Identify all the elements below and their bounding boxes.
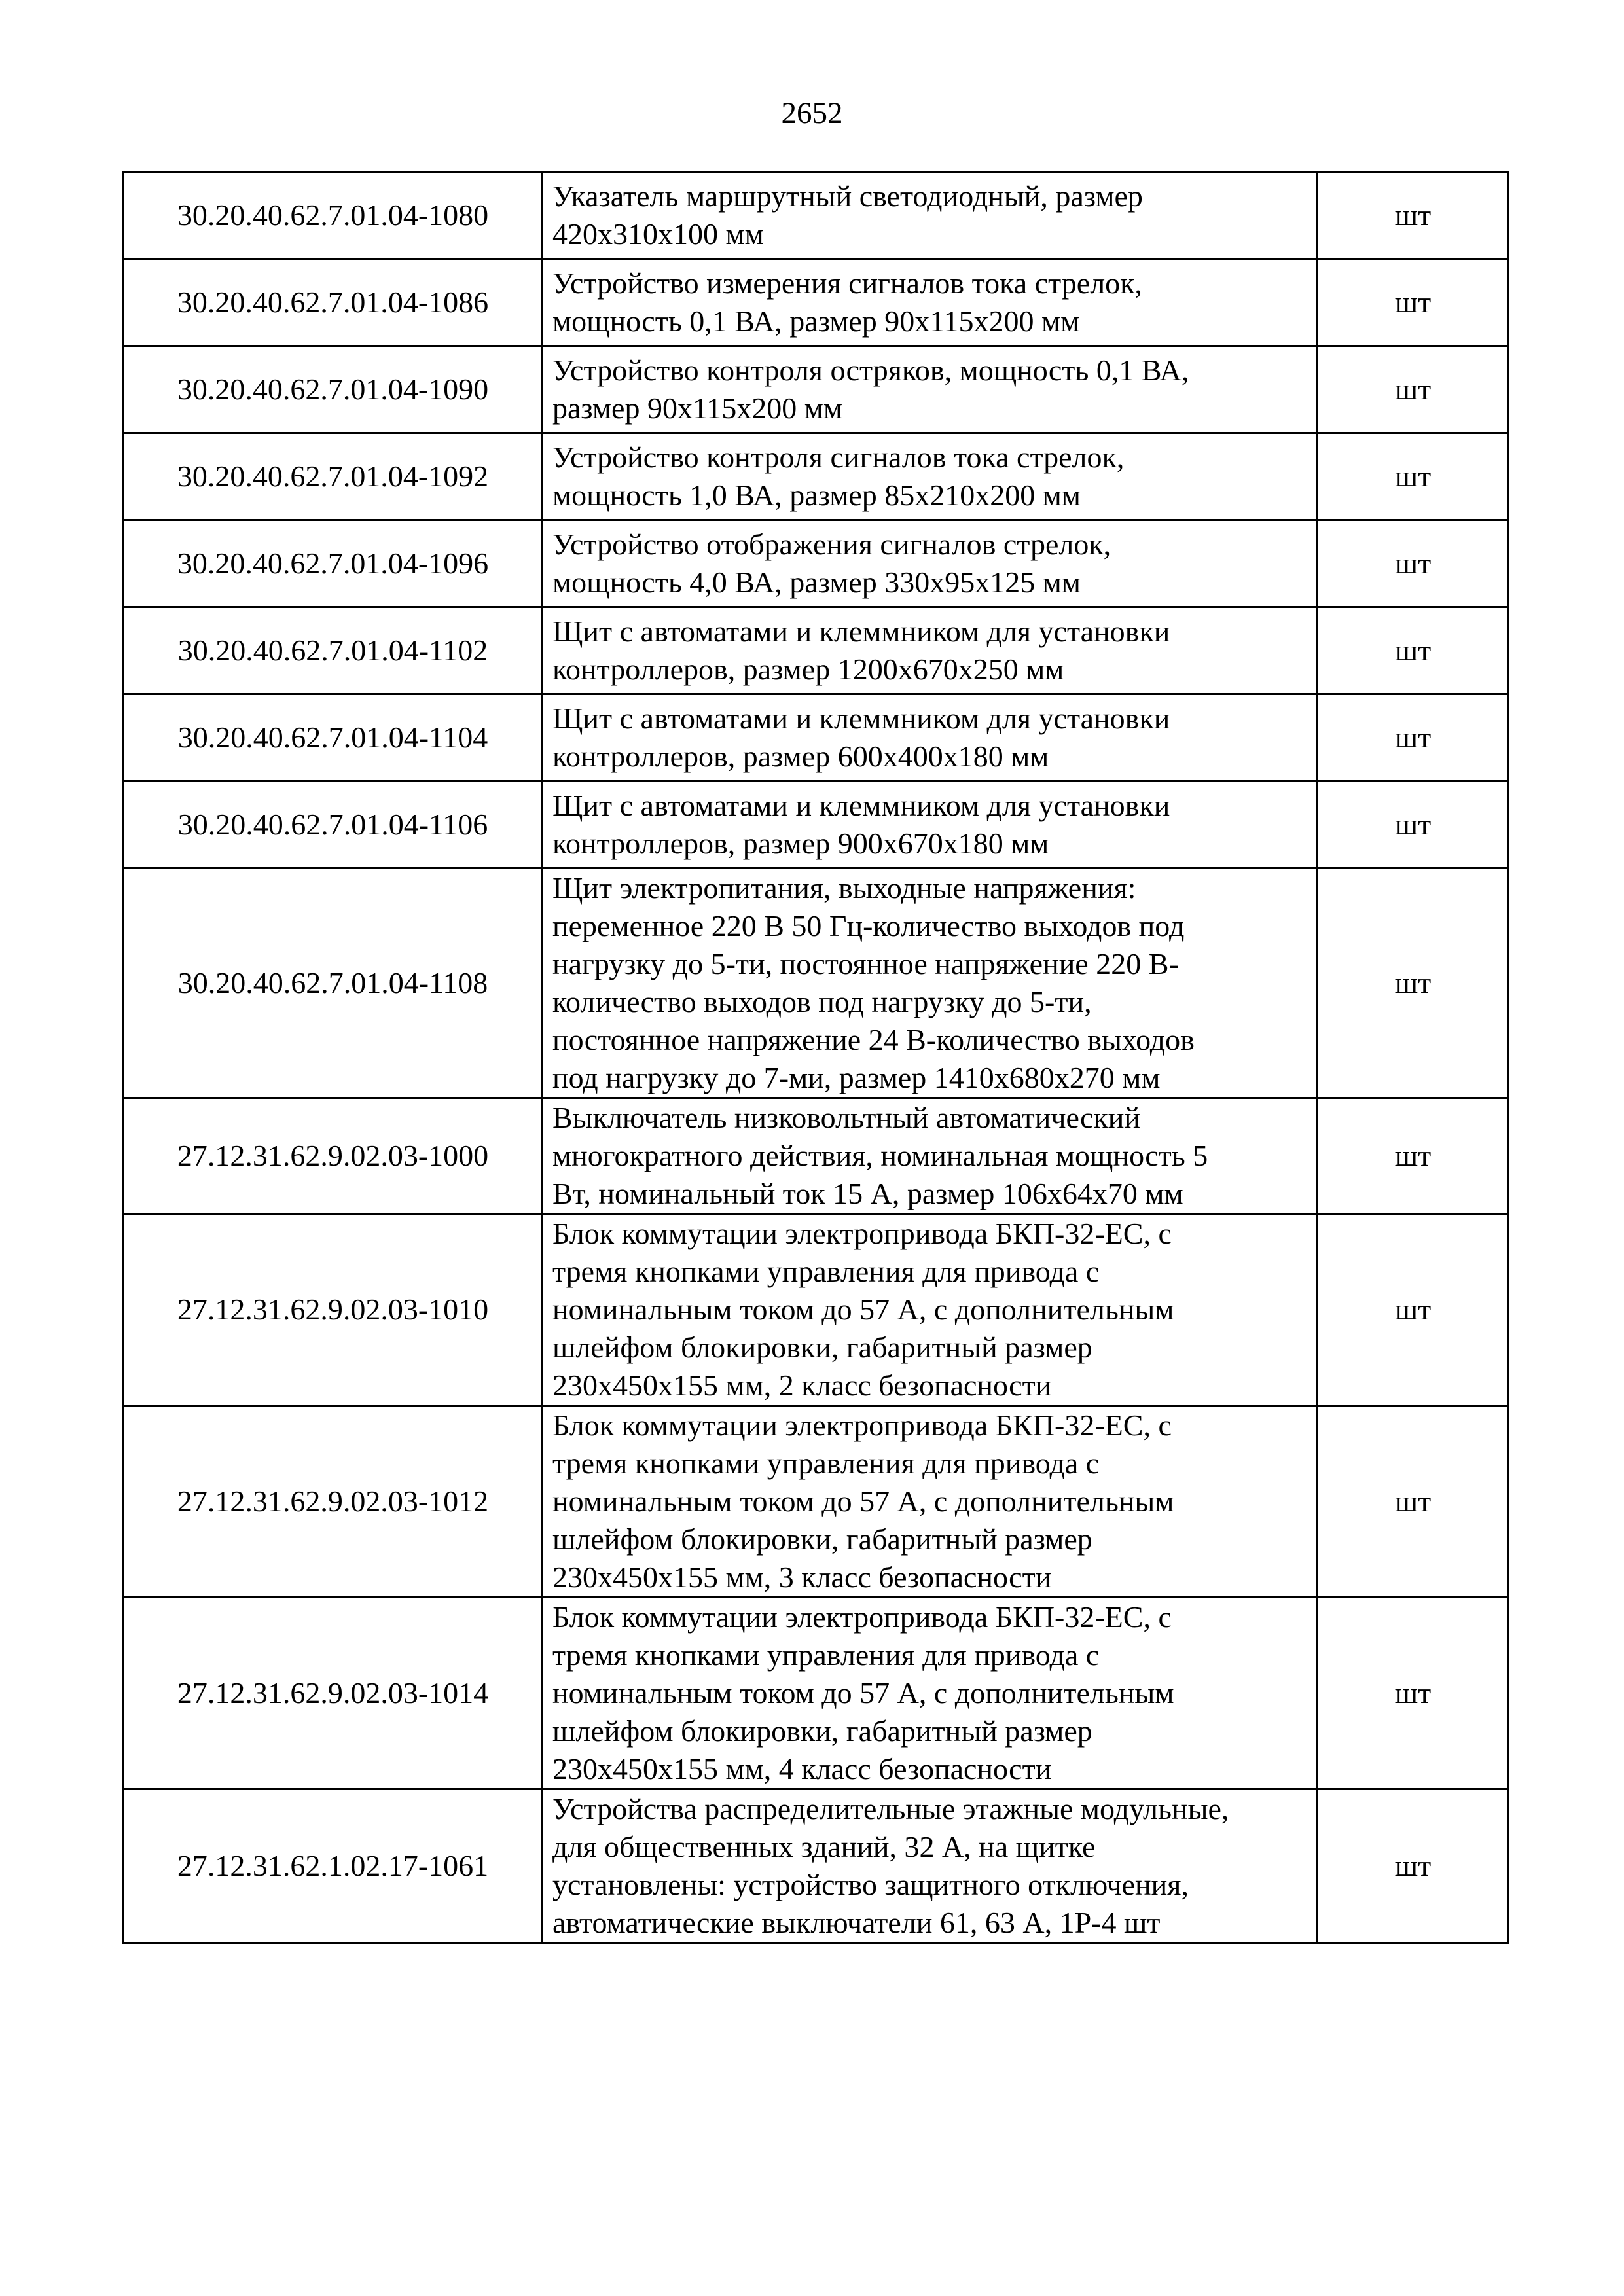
table-row xyxy=(124,869,1509,1098)
table-row xyxy=(124,520,1509,607)
description-line: 230х450х155 мм, 2 класс безопасности xyxy=(552,1369,1052,1402)
resource-description xyxy=(543,1598,1318,1789)
unit-of-measure: шт xyxy=(1318,520,1509,607)
description-line: Устройство измерения сигналов тока стрелок, xyxy=(552,266,1143,300)
unit-of-measure: шт xyxy=(1318,433,1509,520)
description-line: автоматические выключатели 61, 63 А, 1Р-4 шт xyxy=(552,1906,1161,1939)
description-line: Щит с автоматами и клеммником для установки xyxy=(552,702,1170,735)
resource-table xyxy=(122,171,1509,1944)
unit-of-measure: шт xyxy=(1318,869,1509,1098)
table-row xyxy=(124,1214,1509,1406)
table-row xyxy=(124,607,1509,694)
unit-of-measure: шт xyxy=(1318,781,1509,869)
description-line: Щит с автоматами и клеммником для установки xyxy=(552,615,1170,648)
description-line: размер 90х115х200 мм xyxy=(552,391,842,425)
description-line: под нагрузку до 7-ми, размер 1410х680х270 мм xyxy=(552,1061,1161,1094)
resource-code: 30.20.40.62.7.01.04-1104 xyxy=(124,694,543,781)
description-line: тремя кнопками управления для привода с xyxy=(552,1446,1100,1480)
description-line: тремя кнопками управления для привода с xyxy=(552,1255,1100,1288)
description-line: шлейфом блокировки, габаритный размер xyxy=(552,1331,1092,1364)
description-line: Щит электропитания, выходные напряжения: xyxy=(552,871,1136,905)
unit-of-measure: шт xyxy=(1318,1598,1509,1789)
unit-of-measure: шт xyxy=(1318,1214,1509,1406)
resource-code: 30.20.40.62.7.01.04-1090 xyxy=(124,346,543,433)
resource-description xyxy=(543,1789,1318,1943)
unit-of-measure: шт xyxy=(1318,259,1509,346)
description-line: контроллеров, размер 600х400х180 мм xyxy=(552,740,1049,773)
resource-description xyxy=(543,1098,1318,1214)
resource-code: 30.20.40.62.7.01.04-1102 xyxy=(124,607,543,694)
unit-of-measure: шт xyxy=(1318,1098,1509,1214)
description-line: многократного действия, номинальная мощность 5 xyxy=(552,1139,1208,1172)
description-line: Выключатель низковольтный автоматический xyxy=(552,1101,1141,1134)
resource-description xyxy=(543,520,1318,607)
resource-code: 30.20.40.62.7.01.04-1092 xyxy=(124,433,543,520)
description-line: Щит с автоматами и клеммником для установки xyxy=(552,789,1170,822)
description-line: Устройство контроля сигналов тока стрелок, xyxy=(552,440,1125,474)
unit-of-measure: шт xyxy=(1318,694,1509,781)
unit-of-measure: шт xyxy=(1318,1406,1509,1598)
description-line: мощность 4,0 ВА, размер 330х95х125 мм xyxy=(552,565,1081,599)
description-line: Блок коммутации электропривода БКП-32-ЕС, с xyxy=(552,1217,1172,1250)
resource-description xyxy=(543,433,1318,520)
description-line: Блок коммутации электропривода БКП-32-ЕС, с xyxy=(552,1600,1172,1634)
resource-code: 27.12.31.62.9.02.03-1010 xyxy=(124,1214,543,1406)
resource-description xyxy=(543,346,1318,433)
description-line: номинальным током до 57 А, с дополнительным xyxy=(552,1293,1174,1326)
table-row xyxy=(124,433,1509,520)
resource-code: 27.12.31.62.9.02.03-1000 xyxy=(124,1098,543,1214)
resource-code: 27.12.31.62.1.02.17-1061 xyxy=(124,1789,543,1943)
description-line: шлейфом блокировки, габаритный размер xyxy=(552,1522,1092,1556)
description-line: Вт, номинальный ток 15 А, размер 106х64х70 мм xyxy=(552,1177,1183,1210)
table-row xyxy=(124,694,1509,781)
description-line: Блок коммутации электропривода БКП-32-ЕС, с xyxy=(552,1408,1172,1442)
description-line: Устройство отображения сигналов стрелок, xyxy=(552,528,1111,561)
table-body xyxy=(124,172,1509,1943)
resource-code: 30.20.40.62.7.01.04-1086 xyxy=(124,259,543,346)
table-row xyxy=(124,1098,1509,1214)
resource-description xyxy=(543,781,1318,869)
unit-of-measure: шт xyxy=(1318,1789,1509,1943)
description-line: номинальным током до 57 А, с дополнительным xyxy=(552,1676,1174,1710)
description-line: нагрузку до 5-ти, постоянное напряжение 220 В- xyxy=(552,947,1179,980)
description-line: тремя кнопками управления для привода с xyxy=(552,1638,1100,1672)
resource-description xyxy=(543,1214,1318,1406)
table-row xyxy=(124,1789,1509,1943)
resource-description xyxy=(543,172,1318,259)
description-line: 230х450х155 мм, 3 класс безопасности xyxy=(552,1560,1052,1594)
resource-description xyxy=(543,259,1318,346)
resource-code: 30.20.40.62.7.01.04-1096 xyxy=(124,520,543,607)
unit-of-measure: шт xyxy=(1318,346,1509,433)
table-row xyxy=(124,259,1509,346)
table-row xyxy=(124,172,1509,259)
page-number: 2652 xyxy=(781,96,843,130)
description-line: шлейфом блокировки, габаритный размер xyxy=(552,1714,1092,1748)
description-line: 230х450х155 мм, 4 класс безопасности xyxy=(552,1752,1052,1785)
description-line: мощность 1,0 ВА, размер 85х210х200 мм xyxy=(552,478,1081,512)
resource-code: 27.12.31.62.9.02.03-1012 xyxy=(124,1406,543,1598)
resource-description xyxy=(543,869,1318,1098)
description-line: мощность 0,1 ВА, размер 90х115х200 мм xyxy=(552,304,1080,338)
description-line: 420х310х100 мм xyxy=(552,217,764,251)
description-line: количество выходов под нагрузку до 5-ти, xyxy=(552,985,1092,1018)
table-row xyxy=(124,781,1509,869)
resource-code: 30.20.40.62.7.01.04-1080 xyxy=(124,172,543,259)
resource-description xyxy=(543,607,1318,694)
description-line: переменное 220 В 50 Гц-количество выходов под xyxy=(552,909,1185,942)
description-line: контроллеров, размер 1200х670х250 мм xyxy=(552,653,1064,686)
unit-of-measure: шт xyxy=(1318,172,1509,259)
table-row xyxy=(124,1406,1509,1598)
resource-code: 30.20.40.62.7.01.04-1108 xyxy=(124,869,543,1098)
description-line: Устройство контроля остряков, мощность 0,1 ВА, xyxy=(552,353,1189,387)
resource-description xyxy=(543,694,1318,781)
description-line: контроллеров, размер 900х670х180 мм xyxy=(552,827,1049,860)
description-line: установлены: устройство защитного отключения, xyxy=(552,1868,1189,1901)
resource-code: 27.12.31.62.9.02.03-1014 xyxy=(124,1598,543,1789)
description-line: номинальным током до 57 А, с дополнительным xyxy=(552,1484,1174,1518)
description-line: постоянное напряжение 24 В-количество выходов xyxy=(552,1023,1195,1056)
resource-description xyxy=(543,1406,1318,1598)
description-line: Указатель маршрутный светодиодный, размер xyxy=(552,179,1143,213)
unit-of-measure: шт xyxy=(1318,607,1509,694)
resource-code: 30.20.40.62.7.01.04-1106 xyxy=(124,781,543,869)
table-row xyxy=(124,1598,1509,1789)
description-line: Устройства распределительные этажные модульные, xyxy=(552,1792,1229,1825)
description-line: для общественных зданий, 32 А, на щитке xyxy=(552,1830,1096,1863)
table-row xyxy=(124,346,1509,433)
